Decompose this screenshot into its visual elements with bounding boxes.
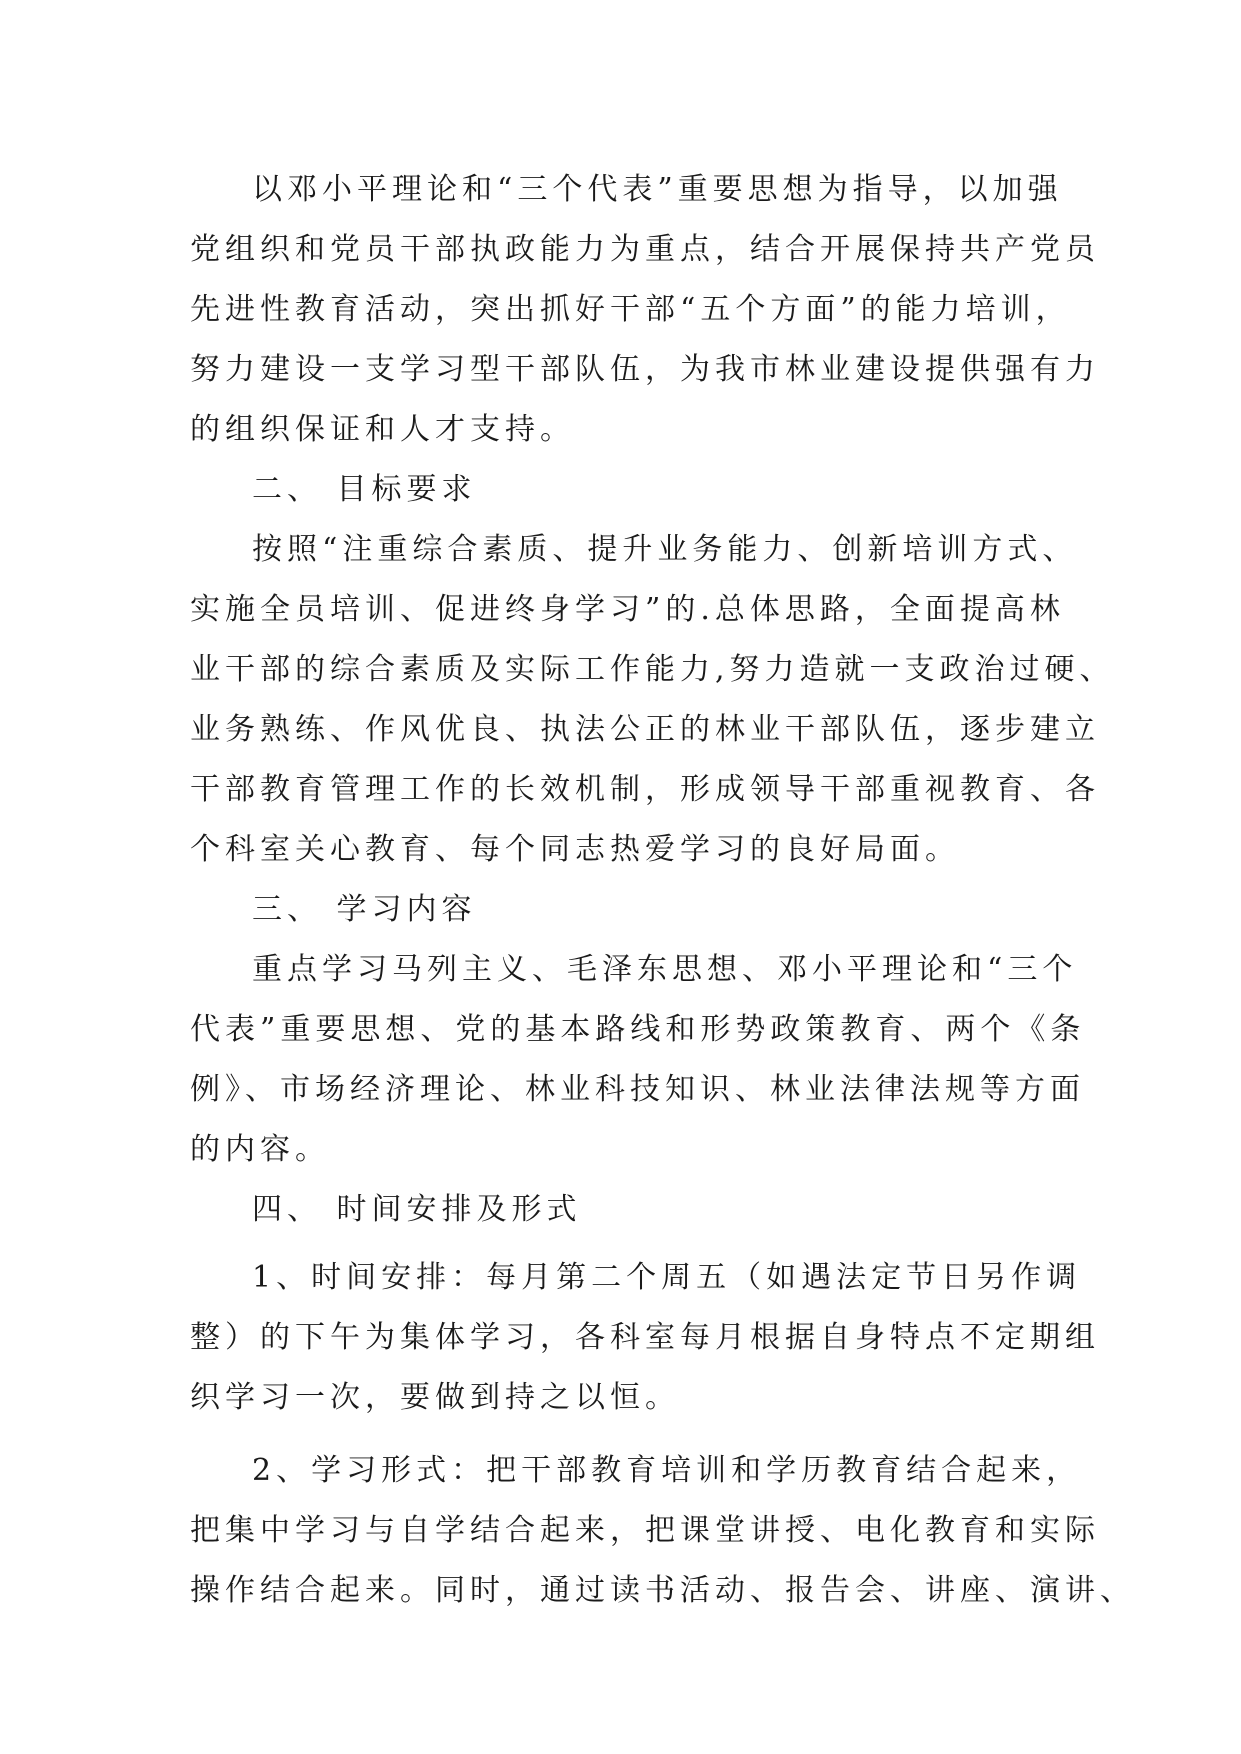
text-line: 例》、市场经济理论、林业科技知识、林业法律法规等方面 [190,1072,1085,1107]
text-line: 代表”重要思想、党的基本路线和形势政策教育、两个《条 [190,1012,1086,1047]
text-line: 业干部的综合素质及实际工作能力,努力造就一支政治过硬、 [190,652,1115,687]
text-line: 以邓小平理论和“三个代表”重要思想为指导，以加强 [252,172,1063,207]
text-line: 整）的下午为集体学习，各科室每月根据自身特点不定期组 [190,1320,1100,1355]
paragraph-schedule [190,1248,1100,1428]
text-line: 重点学习马列主义、毛泽东思想、邓小平理论和“三个 [252,952,1078,987]
paragraph-study-form [190,1441,1135,1621]
text-line: 干部教育管理工作的长效机制，形成领导干部重视教育、各 [190,772,1100,807]
text-line: 的组织保证和人才支持。 [190,412,575,447]
section-heading-goals: 二、 目标要求 [252,472,477,507]
text-line: 2、学习形式：把干部教育培训和学历教育结合起来， [252,1453,1082,1488]
text-line: 的内容。 [190,1132,330,1167]
text-line: 先进性教育活动，突出抓好干部“五个方面”的能力培训， [190,292,1071,327]
document-body [190,160,1135,1621]
text-line: 按照“注重综合素质、提升业务能力、创新培训方式、 [252,532,1078,567]
text-line: 1、时间安排：每月第二个周五（如遇法定节日另作调 [252,1260,1082,1295]
paragraph-spacer [190,1240,1070,1248]
section-heading-study-content: 三、 学习内容 [252,892,477,927]
text-line: 把集中学习与自学结合起来，把课堂讲授、电化教育和实际 [190,1513,1100,1548]
text-line: 业务熟练、作风优良、执法公正的林业干部队伍，逐步建立 [190,712,1100,747]
text-line: 努力建设一支学习型干部队伍，为我市林业建设提供强有力 [190,352,1100,387]
text-line: 织学习一次，要做到持之以恒。 [190,1380,680,1415]
section-heading-schedule: 四、 时间安排及形式 [252,1192,582,1227]
paragraph-goal-requirements [190,520,1115,880]
text-line: 个科室关心教育、每个同志热爱学习的良好局面。 [190,832,960,867]
paragraph-study-content [190,940,1086,1180]
text-line: 党组织和党员干部执政能力为重点，结合开展保持共产党员 [190,232,1100,267]
paragraph-spacer [190,1428,1070,1441]
paragraph-guiding-ideology [190,160,1100,460]
text-line: 实施全员培训、促进终身学习”的.总体思路，全面提高林 [190,592,1065,627]
text-line: 操作结合起来。同时，通过读书活动、报告会、讲座、演讲、 [190,1573,1135,1608]
